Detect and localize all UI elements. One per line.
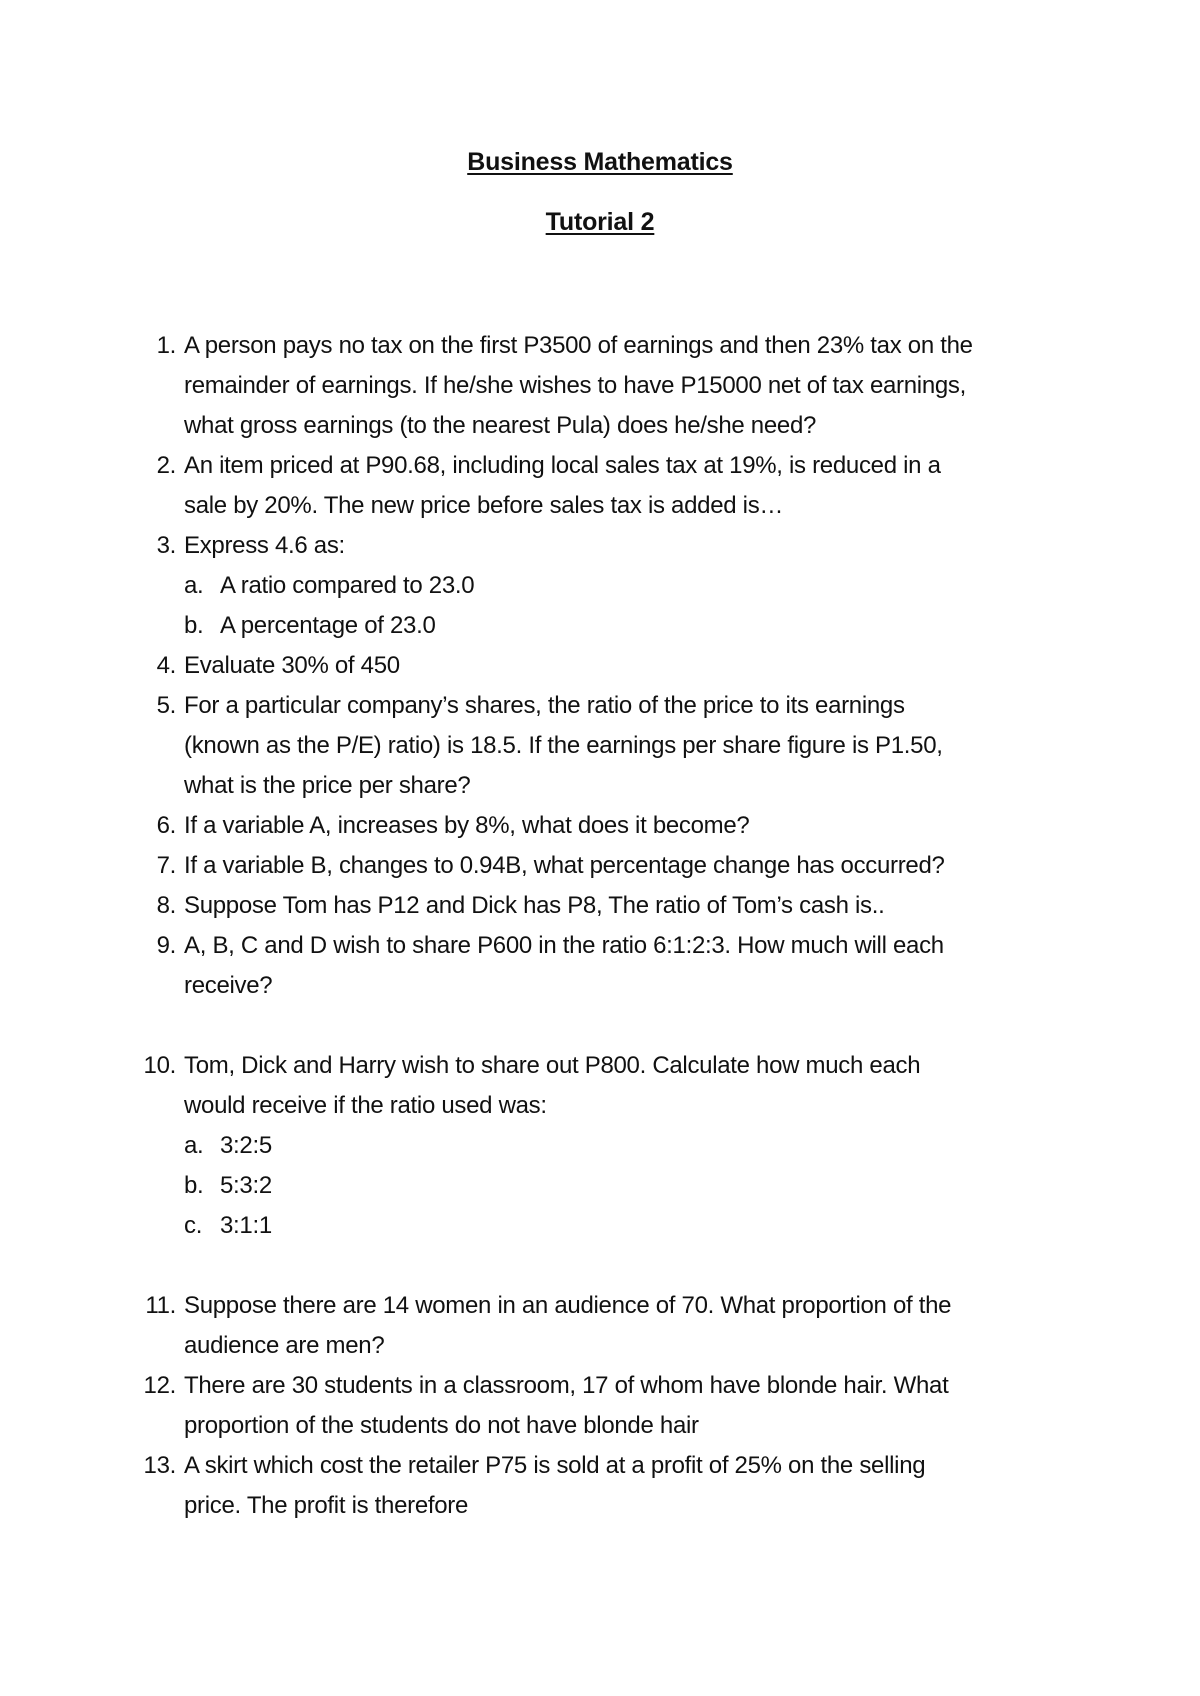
sub-question-letter: c. [184, 1212, 203, 1239]
sub-question-letter: a. [184, 572, 204, 599]
question-number: 3. [156, 532, 176, 559]
question-line: Tom, Dick and Harry wish to share out P800. Calculate how much each [184, 1052, 921, 1079]
question-text [184, 326, 1084, 446]
question-number: 2. [156, 452, 176, 479]
question-line: A skirt which cost the retailer P75 is sold at a profit of 25% on the selling [184, 1452, 926, 1479]
question-line: proportion of the students do not have blonde hair [184, 1412, 699, 1439]
question-text [184, 1366, 1084, 1446]
question-line: A, B, C and D wish to share P600 in the ratio 6:1:2:3. How much will each [184, 932, 944, 959]
question-number: 4. [156, 652, 176, 679]
question-text [184, 526, 1084, 566]
document-subtitle: Tutorial 2 [545, 208, 655, 236]
sub-question-text: A ratio compared to 23.0 [220, 572, 475, 599]
question-number: 12. [143, 1372, 176, 1399]
question-line: Express 4.6 as: [184, 532, 345, 559]
question-text [184, 806, 1084, 846]
question-line: price. The profit is therefore [184, 1492, 469, 1519]
sub-question-text: 3:1:1 [220, 1212, 272, 1239]
question-line: receive? [184, 972, 273, 999]
question-line: Suppose there are 14 women in an audience of 70. What proportion of the [184, 1292, 952, 1319]
sub-question-text: A percentage of 23.0 [220, 612, 436, 639]
question-number: 6. [156, 812, 176, 839]
question-text [184, 1046, 1084, 1126]
question-number: 8. [156, 892, 176, 919]
document-title: Business Mathematics [467, 148, 733, 176]
question-line: remainder of earnings. If he/she wishes to have P15000 net of tax earnings, [184, 372, 966, 399]
question-line: would receive if the ratio used was: [184, 1092, 547, 1119]
question-line: An item priced at P90.68, including local sales tax at 19%, is reduced in a [184, 452, 941, 479]
question-text [184, 846, 1084, 886]
question-text [184, 686, 1084, 806]
question-text [184, 926, 1084, 1006]
question-line: what is the price per share? [184, 772, 471, 799]
question-text [184, 446, 1084, 526]
question-line: (known as the P/E) ratio) is 18.5. If the earnings per share figure is P1.50, [184, 732, 943, 759]
sub-question-letter: b. [184, 612, 204, 639]
question-number: 9. [156, 932, 176, 959]
question-line: sale by 20%. The new price before sales tax is added is… [184, 492, 784, 519]
question-line: For a particular company’s shares, the ratio of the price to its earnings [184, 692, 905, 719]
question-line: A person pays no tax on the first P3500 of earnings and then 23% tax on the [184, 332, 973, 359]
question-number: 1. [156, 332, 176, 359]
question-line: Evaluate 30% of 450 [184, 652, 400, 679]
question-line: Suppose Tom has P12 and Dick has P8, The ratio of Tom’s cash is.. [184, 892, 885, 919]
question-text [184, 1446, 1084, 1526]
question-line: If a variable A, increases by 8%, what does it become? [184, 812, 750, 839]
sub-question-letter: a. [184, 1132, 204, 1159]
question-number: 7. [156, 852, 176, 879]
question-line: audience are men? [184, 1332, 385, 1359]
question-line: If a variable B, changes to 0.94B, what percentage change has occurred? [184, 852, 945, 879]
question-line: what gross earnings (to the nearest Pula) does he/she need? [184, 412, 817, 439]
question-line: There are 30 students in a classroom, 17 of whom have blonde hair. What [184, 1372, 949, 1399]
question-text [184, 646, 1084, 686]
question-number: 13. [143, 1452, 176, 1479]
question-text [184, 1286, 1084, 1366]
question-number: 11. [145, 1292, 176, 1319]
sub-question-text: 3:2:5 [220, 1132, 272, 1159]
question-text [184, 886, 1084, 926]
sub-question-letter: b. [184, 1172, 204, 1199]
question-number: 10. [143, 1052, 176, 1079]
question-number: 5. [156, 692, 176, 719]
sub-question-text: 5:3:2 [220, 1172, 272, 1199]
